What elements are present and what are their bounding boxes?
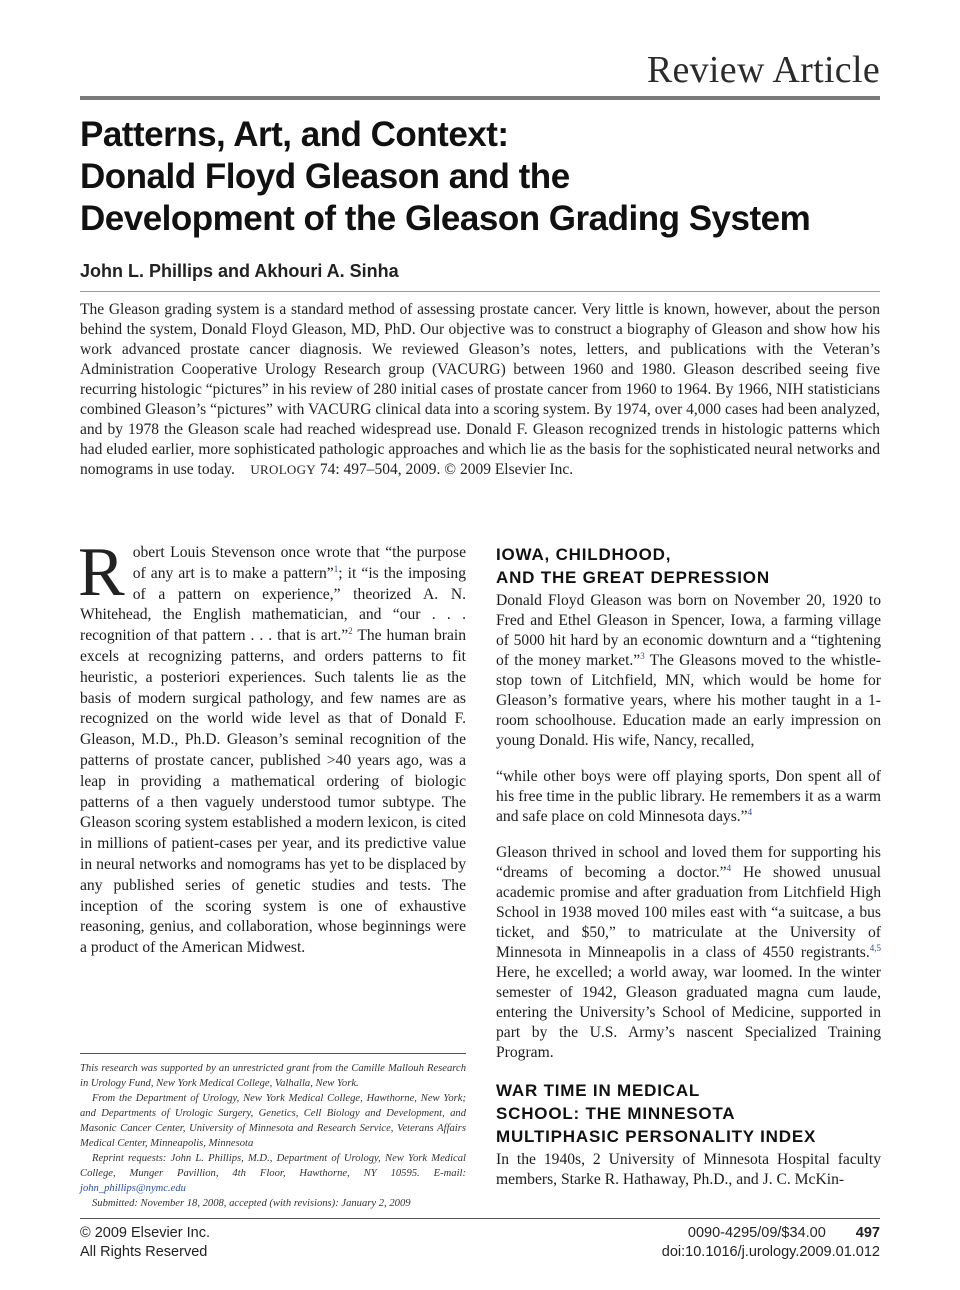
intro-paragraph (78, 534, 467, 959)
footer-left (80, 1224, 210, 1262)
heading-line: IOWA, CHILDHOOD, (496, 545, 672, 564)
intro-text-1: obert Louis Stevenson once wrote that “the purpose of any art is to make a pattern” (132, 544, 466, 582)
intro-text-2: ; it “is the imposing of a pattern on experience,” theorized A. N. Whitehead, the English mathematician, and “our . . . recognition of that pattern . . . that is art.” (80, 564, 466, 645)
body-paragraph (496, 591, 881, 751)
doi[interactable]: doi:10.1016/j.urology.2009.01.012 (661, 1244, 880, 1260)
issn-price: 0090-4295/09/$34.00 (687, 1225, 826, 1241)
quote-text: “while other boys were off playing sports, Don spent all of his free time in the public library. He remembers it as a warm and safe place on cold Minnesota days.” (496, 768, 881, 825)
abstract (80, 300, 880, 480)
email-link[interactable]: john_phillips@nymc.edu (80, 1183, 186, 1194)
header-rule (80, 96, 880, 100)
footnote-submitted: Submitted: November 18, 2008, accepted (with revisions): January 2, 2009 (92, 1198, 411, 1209)
body-text: The Gleasons moved to the whistle-stop town of Litchfield, MN, which would be home for Gleason’s formative years, where his mother taught in a 1-room schoolhouse. Education made an early impression on young Donald. His wife, Nancy, recalled, (496, 652, 881, 749)
article-title (80, 114, 900, 240)
reference-link[interactable]: 3 (640, 650, 645, 661)
reference-link[interactable]: 4,5 (869, 942, 881, 953)
section-label: Review Article (646, 49, 880, 91)
heading-line: WAR TIME IN MEDICAL (496, 1081, 701, 1100)
footnote-affiliation: From the Department of Urology, New York Medical College, Hawthorne, New York; and Departments of Urologic Surgery, Genetics, Cell Biology and Development, and Masonic Cancer Center, University of Minnesota and Research Service, Veterans Affairs Medical Center, Minneapolis, Minnesota (80, 1093, 466, 1149)
reference-link[interactable]: 1 (333, 563, 339, 574)
footer-rule (80, 1218, 880, 1219)
right-column (496, 543, 881, 1206)
body-text: Gleason thrived in school and loved them for supporting his “dreams of becoming a doctor.” (496, 844, 881, 881)
footnote-funding: This research was supported by an unrestricted grant from the Camille Mallouh Research in Urology Fund, New York Medical College, Valhalla, New York. (80, 1063, 466, 1089)
footnotes (80, 1061, 466, 1211)
drop-cap: R (78, 534, 125, 611)
body-text: Here, he excelled; a world away, war loomed. In the winter semester of 1942, Gleason graduated magna cum laude, entering the University’s School of Medicine, supported in part by the U.S. Army’s nascent Specialized Training Program. (496, 964, 881, 1061)
body-text: Donald Floyd Gleason was born on November 20, 1920 to Fred and Ethel Gleason in Spencer, Iowa, a farming village of 5000 hit hard by an economic downturn and a “tightening of the money market.” (496, 592, 881, 669)
reference-link[interactable]: 4 (726, 862, 732, 873)
title-line-3: Development of the Gleason Grading System (80, 199, 811, 238)
abstract-text: The Gleason grading system is a standard method of assessing prostate cancer. Very little is known, however, about the person behind the system, Donald Floyd Gleason, MD, PhD. Our objective was to construct a biography of Gleason and show how his work advanced prostate cancer diagnosis. We reviewed Gleason’s notes, letters, and publications with the Veteran’s Administration Cooperative Urology Research group (VACURG) between 1960 and 1980. Gleason described seeing five recurring histologic “pictures” in his review of 280 initial cases of prostate cancer from 1960 to 1964. By 1966, NIH statisticians combined Gleason’s “pictures” with VACURG clinical data into a scoring system. By 1974, over 4,000 cases had been analyzed, and by 1978 the Gleason scale had reached widespread use. Donald F. Gleason recognized trends in histologic patterns which had eluded earlier, more sophisticated pathologic approaches and which lie as the basis for the sophisticated neural networks and nomograms in use today. (80, 301, 880, 478)
reference-link[interactable]: 2 (348, 626, 353, 636)
citation-details: 74: 497–504, 2009. © 2009 Elsevier Inc. (319, 461, 574, 478)
heading-line: AND THE GREAT DEPRESSION (496, 568, 770, 587)
intro-text-3: The human brain excels at recognizing patterns, and orders patterns to fit heuristic, a posteriori experiences. Such talents lie as the basis of modern surgical pathology, and few names are as recognized on the world wide level as that of Donald F. Gleason, M.D., Ph.D. Gleason’s seminal recognition of the patterns of prostate cancer, published >40 years ago, was a leap in providing a mathematical ordering of biologic patterns of a then vaguely understood tumor subtype. The Gleason scoring system established a modern lexicon, is cited in millions of patient-cases per year, and its predictive value in neural networks and nomograms has yet to be displaced by any published series of genetic studies and tests. The inception of the scoring system is one of exhaustive reasoning, genius, and collaboration, whose beginnings were a product of the American Midwest. (80, 627, 467, 957)
rights-reserved: All Rights Reserved (80, 1244, 208, 1260)
page-number: 497 (855, 1225, 880, 1241)
body-text: He showed unusual academic promise and after graduation from Litchfield High School in 1938 moved 100 miles east with “a suitcase, a bus ticket, and $50,” to matriculate at the University of Minnesota in Minneapolis in a class of 4550 registrants. (496, 864, 882, 961)
copyright: © 2009 Elsevier Inc. (80, 1225, 210, 1241)
section-heading-iowa (496, 543, 881, 589)
footnote-reprint (80, 1151, 466, 1196)
citation-journal: UROLOGY (250, 462, 316, 477)
reprint-text: Reprint requests: John L. Phillips, M.D., Department of Urology, New York Medical College, Munger Pavillion, 4th Floor, Hawthorne, NY 10595. E-mail: (80, 1153, 466, 1179)
footer-right (662, 1224, 880, 1262)
left-column (78, 534, 467, 959)
body-paragraph: In the 1940s, 2 University of Minnesota Hospital faculty members, Starke R. Hathaway, Ph.D., and J. C. McKin- (496, 1151, 881, 1188)
abstract-top-rule (80, 291, 880, 292)
title-line-2: Donald Floyd Gleason and the (80, 157, 570, 196)
title-line-1: Patterns, Art, and Context: (80, 115, 509, 154)
block-quote (496, 767, 881, 827)
footnote-rule (80, 1053, 466, 1054)
heading-line: MULTIPHASIC PERSONALITY INDEX (496, 1127, 817, 1146)
author-list: John L. Phillips and Akhouri A. Sinha (80, 261, 399, 281)
body-paragraph (496, 843, 881, 1063)
section-heading-war-time (496, 1079, 881, 1148)
reference-link[interactable]: 4 (747, 806, 753, 817)
heading-line: SCHOOL: THE MINNESOTA (496, 1104, 736, 1123)
